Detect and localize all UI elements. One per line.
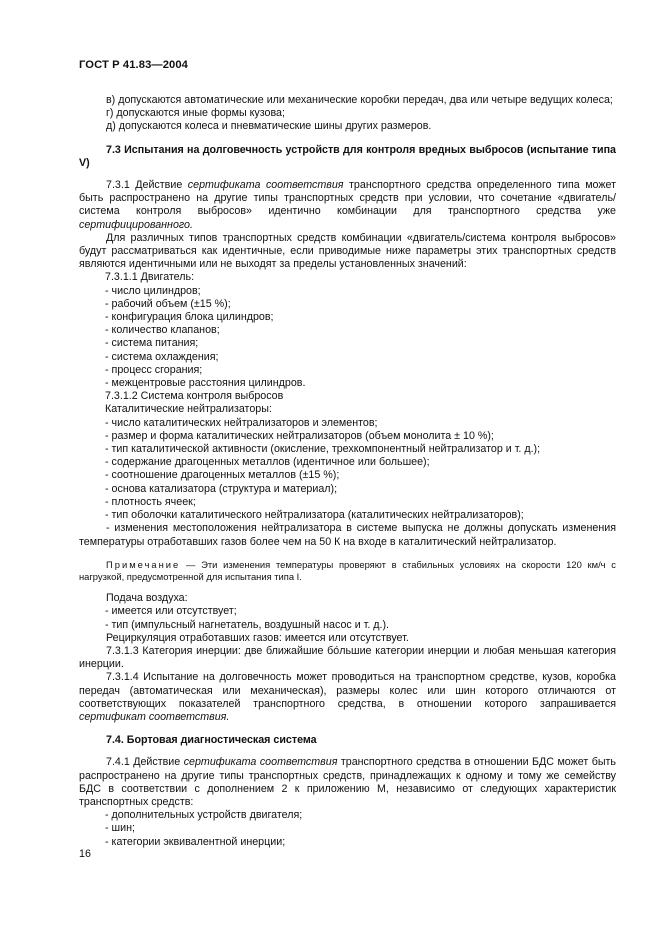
paragraph: Подача воздуха: (106, 592, 188, 605)
list-item: - категории эквивалентной инерции; (105, 835, 286, 848)
subsection-7-3-1-1: 7.3.1.1 Двигатель: (105, 271, 195, 284)
note (79, 559, 616, 583)
list-item: - шин; (105, 822, 135, 835)
paragraph-7-3-1-4: 7.3.1.4 Испытание на долговечность может проводиться на транспортном средстве, кузов, коробка передач (автоматическая или механическая), размеры колес или шин которого отличаются от соответствующих показателей транспортного средства, в отношении которого запрашивается сертификат соответствия. (79, 671, 616, 723)
list-item: - дополнительных устройств двигателя; (105, 809, 303, 822)
paragraph-7-4-1: 7.4.1 Действие сертификата соответствия транспортного средства в отношении БДС может быть распространено на другие типы транспортных средств, принадлежащих к одному и тому же семейству БДС в соответствии с дополнением 2 к приложению М, независимо от следующих характеристик транспортных средств: (79, 756, 616, 808)
list-item: - межцентровые расстояния цилиндров. (105, 377, 306, 390)
list-item: - количество клапанов; (105, 324, 220, 337)
list-item: - число цилиндров; (105, 284, 201, 297)
list-item: - размер и форма каталитических нейтрализаторов (объем монолита ± 10 %); (105, 429, 494, 442)
paragraph: д) допускаются колеса и пневматические шины других размеров. (106, 120, 432, 133)
list-item: - конфигурация блока цилиндров; (105, 311, 274, 324)
list-item: - основа катализатора (структура и материал); (105, 482, 338, 495)
paragraph: в) допускаются автоматические или механические коробки передач, два или четыре ведущих колеса; (106, 94, 613, 106)
page-number: 16 (79, 848, 91, 860)
note-text: — Эти изменения температуры проверяют в стабильных условиях на скорости 120 км/ч с нагрузкой, предусмотренной для испытания типа I. (79, 558, 616, 582)
list-item: - процесс сгорания; (105, 363, 203, 376)
list-item: - число каталитических нейтрализаторов и элементов; (105, 416, 378, 429)
list-item-long: - изменения местоположения нейтрализатора в системе выпуска не должны допускать изменения температуры отработавших газов более чем на 50 К на входе в каталитический нейтрализатор. (79, 522, 616, 548)
paragraph: г) допускаются иные формы кузова; (106, 107, 285, 120)
list-item: - имеется или отсутствует; (105, 605, 237, 618)
list-item: - система охлаждения; (105, 350, 219, 363)
list-heading: Каталитические нейтрализаторы: (105, 403, 272, 416)
list-item: - тип каталитической активности (окисление, трехкомпонентный нейтрализатор и т. д.); (105, 443, 541, 456)
paragraph-7-3-1 (79, 179, 616, 232)
list-item: - содержание драгоценных металлов (идентичное или большее); (105, 456, 430, 469)
standard-header: ГОСТ Р 41.83—2004 (79, 59, 188, 71)
list-item: - система питания; (105, 337, 199, 350)
list-item: - тип (импульсный нагнетатель, воздушный насос и т. д.). (105, 618, 390, 631)
paragraph-text: 7.3.1 Действие сертификата соответствия транспортного средства определенного типа может быть распространено на другие типы транспортных средств при условии, что сочетание «двигатель/система контроля выбросов» идентично комбинации для транспортного средства уже сертифицированного. (79, 179, 617, 231)
note-label: Примечание (106, 558, 181, 570)
section-heading-7-4: 7.4. Бортовая диагностическая система (106, 734, 317, 747)
document-body (79, 94, 616, 849)
list-item: - рабочий объем (±15 %); (105, 297, 231, 310)
paragraph: Для различных типов транспортных средств комбинации «двигатель/система контроля выбросов» будут рассматриваться как идентичные, если приводимые ниже параметры этих транспортных средств являются идентичными или не выходят за пределы установленных значений: (79, 231, 616, 271)
paragraph: Рециркуляция отработавших газов: имеется или отсутствует. (106, 631, 409, 644)
subsection-7-3-1-2: 7.3.1.2 Система контроля выбросов (105, 390, 284, 403)
list-item: - плотность ячеек; (105, 495, 196, 508)
section-heading-7-3: 7.3 Испытания на долговечность устройств для контроля вредных выбросов (испытание типа V) (79, 143, 616, 169)
list-item: - тип оболочки каталитического нейтрализатора (каталитических нейтрализаторов); (105, 509, 524, 522)
list-item: - соотношение драгоценных металлов (±15 %); (105, 469, 340, 482)
paragraph-7-3-1-3: 7.3.1.3 Категория инерции: две ближайшие бóльшие категории инерции и любая меньшая категория инерции. (79, 644, 616, 671)
